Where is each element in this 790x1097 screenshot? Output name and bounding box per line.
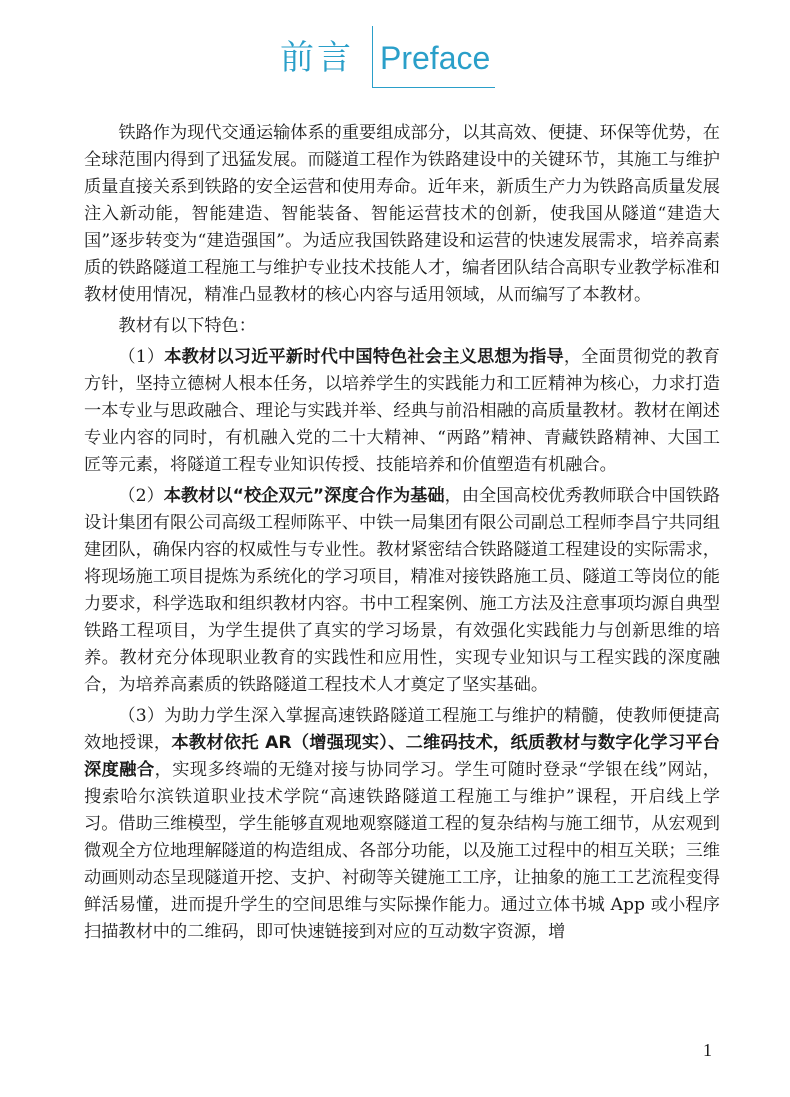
paragraph-text: ，实现多终端的无缝对接与协同学习。学生可随时登录“学银在线”网站，搜索哈尔滨铁道职业技术学院“高速铁路隧道工程施工与维护”课程，开启线上学习。借助三维模型，学生能够直观地观察隧道工程的复杂结构与施工细节，从宏观到微观全方位地理解隧道的构造组成、各部分功能，以及施工过程中的相互关联；三维动画则动态呈现隧道开挖、支护、衬砌等关键施工工序，让抽象的施工工艺流程变得鲜活易懂，进而提升学生的空间思维与实际操作能力。通过立体书城 App 或小程序扫描教材中的二维码，即可快速链接到对应的互动数字资源，增 <box>84 760 720 942</box>
title-english: Preface <box>380 40 491 76</box>
title-chinese: 前言 <box>280 38 354 78</box>
feature-emphasis: 本教材以习近平新时代中国特色社会主义思想为指导 <box>164 347 564 367</box>
paragraph-text: ，全面贯彻党的教育方针，坚持立德树人根本任务，以培养学生的实践能力和工匠精神为核心，力求打造一本专业与思政融合、理论与实践并举、经典与前沿相融的高质量教材。教材在阐述专业内容的同时，有机融入党的二十大精神、“两路”精神、青藏铁路精神、大国工匠等元素，将隧道工程专业知识传授、技能培养和价值塑造有机融合。 <box>84 347 720 475</box>
paragraph-feature-1 <box>84 344 720 479</box>
preface-body <box>84 120 720 950</box>
title-divider <box>372 26 373 88</box>
page-header <box>0 26 790 96</box>
paragraph-feature-3 <box>84 703 720 946</box>
feature-emphasis: 本教材依托 AR（增强现实）、二维码技术，纸质教材与数字化学习平台深度融合 <box>84 733 720 780</box>
paragraph-text: 铁路作为现代交通运输体系的重要组成部分，以其高效、便捷、环保等优势，在全球范围内得到了迅猛发展。而隧道工程作为铁路建设中的关键环节，其施工与维护质量直接关系到铁路的安全运营和使用寿命。近年来，新质生产力为铁路高质量发展注入新动能，智能建造、智能装备、智能运营技术的创新，使我国从隧道“建造大国”逐步转变为“建造强国”。为适应我国铁路建设和运营的快速发展需求，培养高素质的铁路隧道工程施工与维护专业技术技能人才，编者团队结合高职专业教学标准和教材使用情况，精准凸显教材的核心内容与适用领域，从而编写了本教材。 <box>84 123 720 305</box>
paragraph-features-lead <box>84 313 720 340</box>
paragraph-text: ，由全国高校优秀教师联合中国铁路设计集团有限公司高级工程师陈平、中铁一局集团有限公司副总工程师李昌宁共同组建团队，确保内容的权威性与专业性。教材紧密结合铁路隧道工程建设的实际需求，将现场施工项目提炼为系统化的学习项目，精准对接铁路施工员、隧道工等岗位的能力要求，科学选取和组织教材内容。书中工程案例、施工方法及注意事项均源自典型铁路工程项目，为学生提供了真实的学习场景，有效强化实践能力与创新思维的培养。教材充分体现职业教育的实践性和应用性，实现专业知识与工程实践的深度融合，为培养高素质的铁路隧道工程技术人才奠定了坚实基础。 <box>84 486 721 695</box>
paragraph-feature-2 <box>84 483 720 699</box>
page-number: 1 <box>703 1040 712 1060</box>
feature-number: （1） <box>118 347 165 367</box>
feature-lead: （3）为助力学生深入掌握高速铁路隧道工程施工与维护的精髓，使教师便捷高效地授课， <box>84 706 720 753</box>
feature-emphasis: 本教材以“校企双元”深度合作为基础 <box>163 486 445 506</box>
feature-number: （2） <box>118 486 164 506</box>
title-underline <box>372 87 495 88</box>
paragraph-text: 教材有以下特色： <box>118 316 256 336</box>
paragraph-intro <box>84 120 720 309</box>
